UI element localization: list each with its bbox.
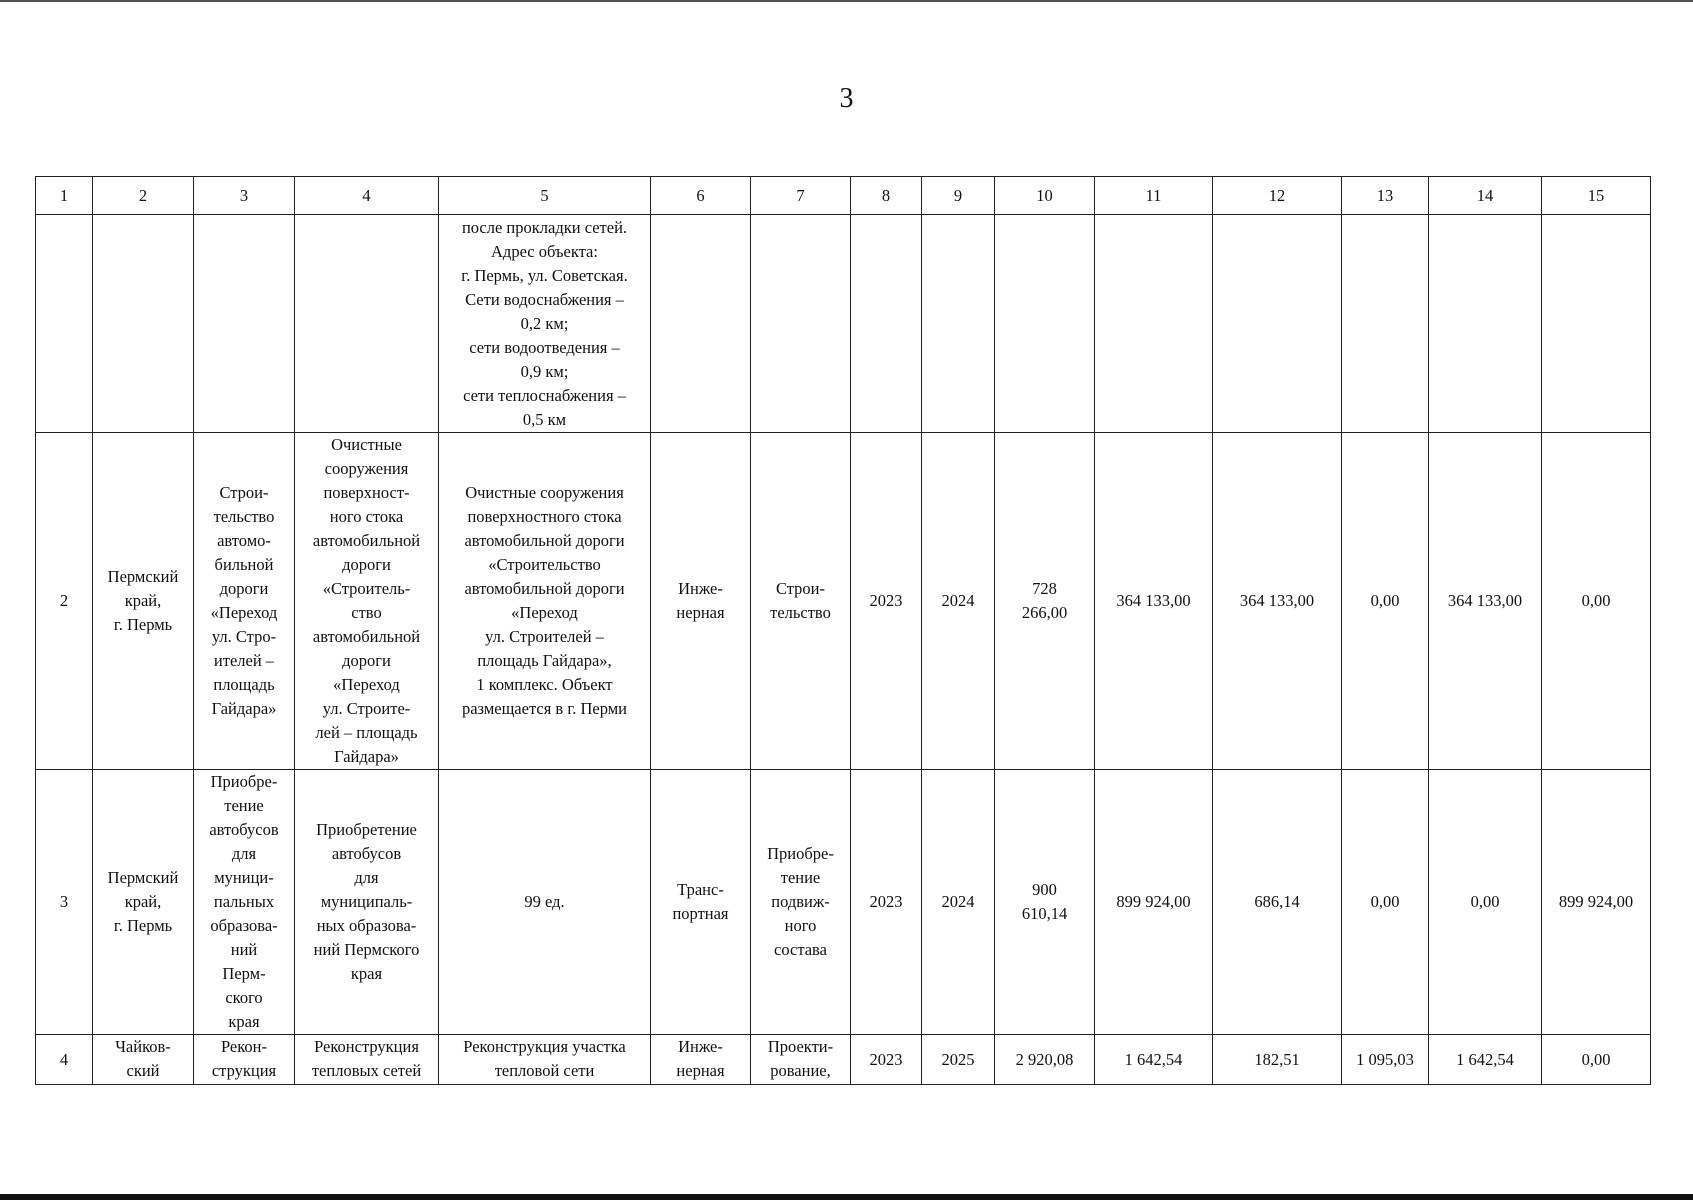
work-type-cell: Строи- тельство	[751, 433, 851, 770]
start-year-cell: 2023	[851, 1035, 922, 1085]
end-year-cell: 2024	[922, 433, 995, 770]
table-row	[36, 770, 1651, 1035]
table-cell	[1542, 215, 1651, 433]
column-number: 2	[93, 177, 194, 215]
territory-cell: Чайков- ский	[93, 1035, 194, 1085]
column-number: 3	[194, 177, 295, 215]
start-year-cell: 2023	[851, 770, 922, 1035]
column-number: 12	[1213, 177, 1342, 215]
object-description-cell: 99 ед.	[439, 770, 651, 1035]
object-description-cell: Очистные сооружения поверхностного стока автомобильной дороги «Строительство автомобильной дороги «Переход ул. Строителей – площадь Гайдара», 1 комплекс. Объект размещается в г. Перми	[439, 433, 651, 770]
amount-cell: 899 924,00	[1095, 770, 1213, 1035]
object-name-cell: Очистные сооружения поверхност- ного стока автомобильной дороги «Строитель- ство автомобильной дороги «Переход ул. Строите- лей – площадь Гайдара»	[295, 433, 439, 770]
amount-cell: 1 642,54	[1429, 1035, 1542, 1085]
column-number: 15	[1542, 177, 1651, 215]
amount-cell: 182,51	[1213, 1035, 1342, 1085]
table-cell	[922, 215, 995, 433]
table-cell	[295, 215, 439, 433]
table-cell	[194, 215, 295, 433]
end-year-cell: 2025	[922, 1035, 995, 1085]
table-cell	[1095, 215, 1213, 433]
object-description-cell: после прокладки сетей. Адрес объекта: г. Пермь, ул. Советская. Сети водоснабжения – 0,2 км; сети водоотведения – 0,9 км; сети теплоснабжения – 0,5 км	[439, 215, 651, 433]
row-number-cell: 2	[36, 433, 93, 770]
work-type-cell: Приобре- тение подвиж- ного состава	[751, 770, 851, 1035]
object-name-cell: Приобретение автобусов для муниципаль- ных образова- ний Пермского края	[295, 770, 439, 1035]
amount-cell: 1 095,03	[1342, 1035, 1429, 1085]
column-number: 8	[851, 177, 922, 215]
column-number: 14	[1429, 177, 1542, 215]
column-number-row	[36, 177, 1651, 215]
object-name-cell: Реконструкция тепловых сетей	[295, 1035, 439, 1085]
column-number: 6	[651, 177, 751, 215]
row-number-cell: 3	[36, 770, 93, 1035]
infrastructure-type-cell: Транс- портная	[651, 770, 751, 1035]
amount-cell: 0,00	[1342, 770, 1429, 1035]
table-cell	[1342, 215, 1429, 433]
top-edge-rule	[0, 0, 1693, 2]
table-cell	[1429, 215, 1542, 433]
table-row	[36, 215, 1651, 433]
table-cell	[93, 215, 194, 433]
column-number: 10	[995, 177, 1095, 215]
column-number: 13	[1342, 177, 1429, 215]
table-row	[36, 433, 1651, 770]
project-name-cell: Строи- тельство автомо- бильной дороги «Переход ул. Стро- ителей – площадь Гайдара»	[194, 433, 295, 770]
table-row	[36, 1035, 1651, 1085]
object-description-cell: Реконструкция участка тепловой сети	[439, 1035, 651, 1085]
project-name-cell: Рекон- струкция	[194, 1035, 295, 1085]
amount-cell: 0,00	[1542, 1035, 1651, 1085]
infrastructure-type-cell: Инже- нерная	[651, 1035, 751, 1085]
territory-cell: Пермский край, г. Пермь	[93, 770, 194, 1035]
amount-cell: 0,00	[1429, 770, 1542, 1035]
amount-cell: 728 266,00	[995, 433, 1095, 770]
page-number: 3	[839, 83, 854, 114]
amount-cell: 364 133,00	[1213, 433, 1342, 770]
table-cell	[651, 215, 751, 433]
amount-cell: 364 133,00	[1095, 433, 1213, 770]
bottom-edge-rule	[0, 1194, 1693, 1200]
start-year-cell: 2023	[851, 433, 922, 770]
column-number: 7	[751, 177, 851, 215]
investment-projects-table	[35, 176, 1651, 1085]
amount-cell: 900 610,14	[995, 770, 1095, 1035]
infrastructure-type-cell: Инже- нерная	[651, 433, 751, 770]
amount-cell: 2 920,08	[995, 1035, 1095, 1085]
row-number-cell: 4	[36, 1035, 93, 1085]
work-type-cell: Проекти- рование,	[751, 1035, 851, 1085]
end-year-cell: 2024	[922, 770, 995, 1035]
amount-cell: 899 924,00	[1542, 770, 1651, 1035]
table-cell	[751, 215, 851, 433]
amount-cell: 686,14	[1213, 770, 1342, 1035]
amount-cell: 364 133,00	[1429, 433, 1542, 770]
amount-cell: 0,00	[1542, 433, 1651, 770]
project-name-cell: Приобре- тение автобусов для муници- пальных образова- ний Перм- ского края	[194, 770, 295, 1035]
column-number: 4	[295, 177, 439, 215]
table-cell	[851, 215, 922, 433]
territory-cell: Пермский край, г. Пермь	[93, 433, 194, 770]
column-number: 5	[439, 177, 651, 215]
column-number: 9	[922, 177, 995, 215]
amount-cell: 1 642,54	[1095, 1035, 1213, 1085]
column-number: 11	[1095, 177, 1213, 215]
table-cell	[1213, 215, 1342, 433]
table-cell	[36, 215, 93, 433]
table-cell	[995, 215, 1095, 433]
amount-cell: 0,00	[1342, 433, 1429, 770]
column-number: 1	[36, 177, 93, 215]
